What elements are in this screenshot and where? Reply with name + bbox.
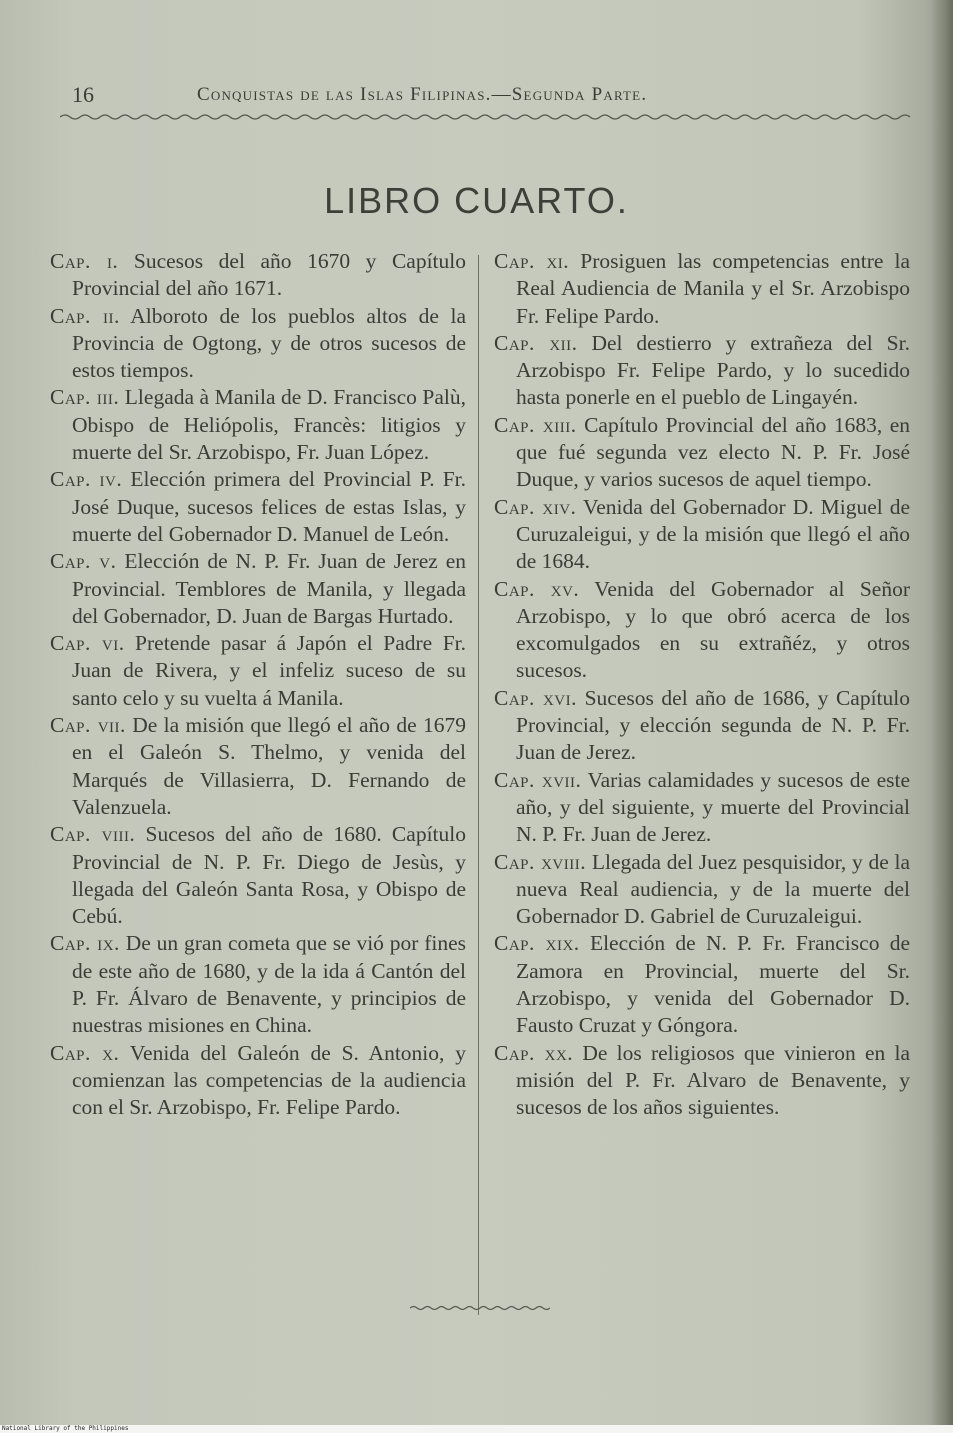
chapter-entry xyxy=(50,548,466,630)
chapter-label: Cap. xvi. xyxy=(494,685,577,710)
chapter-text: Capítulo Provincial del año 1683, en que fué segunda vez electo N. P. Fr. José Duque, y varios sucesos de aquel tiempo. xyxy=(516,412,910,492)
header-wavy-rule xyxy=(60,113,915,121)
chapter-entry xyxy=(494,1040,910,1122)
chapter-label: Cap. xx. xyxy=(494,1040,574,1065)
chapter-entry xyxy=(494,930,910,1039)
chapter-text: Elección primera del Provincial P. Fr. José Duque, sucesos felices de estas Islas, y muerte del Gobernador D. Manuel de León. xyxy=(72,467,467,546)
chapter-label: Cap. x. xyxy=(50,1040,120,1065)
chapter-text: Alboroto de los pueblos altos de la Provincia de Ogtong, y de otros sucesos de estos tiempos. xyxy=(72,303,466,383)
chapter-label: Cap. ix. xyxy=(50,931,120,956)
chapter-text: Elección de N. P. Fr. Francisco de Zamora en Provincial, muerte del Sr. Arzobispo, y venida del Gobernador D. Fausto Cruzat y Góngora. xyxy=(516,931,910,1038)
chapter-text: De los religiosos que vinieron en la misión del P. Fr. Alvaro de Benavente, y sucesos de los años siguientes. xyxy=(516,1040,910,1120)
chapter-text: Prosiguen las competencias entre la Real Audiencia de Manila y el Sr. Arzobispo Fr. Felipe Pardo. xyxy=(516,249,910,328)
chapter-entry xyxy=(50,712,466,821)
chapter-label: Cap. xii. xyxy=(494,330,578,355)
chapter-label: Cap. xviii. xyxy=(494,849,587,874)
chapter-text: Llegada à Manila de D. Francisco Palù, Obispo de Heliópolis, Francès: litigios y muerte del Sr. Arzobispo, Fr. Juan López. xyxy=(72,385,466,465)
chapter-entry xyxy=(50,1040,466,1122)
chapter-label: Cap. i. xyxy=(50,249,119,273)
chapter-text: Sucesos del año 1670 y Capítulo Provincial del año 1671. xyxy=(72,249,466,301)
chapter-label: Cap. vi. xyxy=(50,631,125,656)
left-column xyxy=(50,248,466,1122)
footer-wavy-rule xyxy=(410,1305,550,1311)
chapter-text: Elección de N. P. Fr. Juan de Jerez en Provincial. Temblores de Manila, y llegada del Gobernador, D. Juan de Bargas Hurtado. xyxy=(72,549,466,628)
chapter-text: Varias calamidades y sucesos de este año, y del siguiente, y muerte del Provincial N. P. Fr. Juan de Jerez. xyxy=(516,767,911,847)
chapter-label: Cap. xiv. xyxy=(494,494,577,519)
chapter-entry xyxy=(50,821,466,930)
chapter-entry xyxy=(50,384,466,466)
chapter-label: Cap. viii. xyxy=(50,822,136,847)
chapter-entry xyxy=(494,576,910,685)
chapter-text: Venida del Gobernador D. Miguel de Curuzaleigui, y de la misión que llegó el año de 1684. xyxy=(516,494,910,574)
chapter-label: Cap. v. xyxy=(50,549,117,574)
chapter-text: De un gran cometa que se vió por fines de este año de 1680, y de la ida á Cantón del P. Fr. Álvaro de Benavente, y principios de nuestras misiones en China. xyxy=(72,931,467,1038)
chapter-entry xyxy=(494,767,910,849)
chapter-entry xyxy=(50,303,466,385)
chapter-entry xyxy=(50,930,466,1039)
chapter-label: Cap. xi. xyxy=(494,249,570,273)
chapter-text: Pretende pasar á Japón el Padre Fr. Juan de Rivera, y el infeliz suceso de su santo celo y su vuelta á Manila. xyxy=(72,631,466,710)
chapter-label: Cap. vii. xyxy=(50,713,126,738)
chapter-text: Venida del Galeón de S. Antonio, y comienzan las competencias de la audiencia con el Sr. Arzobispo, Fr. Felipe Pardo. xyxy=(72,1040,466,1120)
chapter-entry xyxy=(494,248,910,330)
page-number: 16 xyxy=(72,82,94,107)
book-title: LIBRO CUARTO. xyxy=(324,180,629,221)
chapter-label: Cap. xiii. xyxy=(494,412,577,437)
chapter-entry xyxy=(494,412,910,494)
chapter-label: Cap. xvii. xyxy=(494,767,582,792)
chapter-entry xyxy=(50,248,466,303)
page-header xyxy=(72,78,832,112)
chapter-text: Sucesos del año de 1686, y Capítulo Provincial, y elección segunda de N. P. Fr. Juan de Jerez. xyxy=(516,685,910,765)
chapter-text: Venida del Gobernador al Señor Arzobispo, y lo que obró acerca de los excomulgados en su extrañéz, y otros sucesos. xyxy=(516,576,911,683)
running-head: Conquistas de las Islas Filipinas.—Segunda Parte. xyxy=(197,84,648,105)
chapter-entry xyxy=(494,330,910,412)
library-credit: National Library of the Philippines xyxy=(2,1425,129,1432)
chapter-entry xyxy=(50,466,466,548)
chapter-entry xyxy=(494,494,910,576)
column-divider xyxy=(478,255,479,1315)
chapter-entry xyxy=(494,685,910,767)
chapter-entry xyxy=(494,849,910,931)
chapter-text: Del destierro y extrañeza del Sr. Arzobispo Fr. Felipe Pardo, y lo sucedido hasta ponerle en el pueblo de Lingayén. xyxy=(516,330,910,410)
chapter-label: Cap. xv. xyxy=(494,576,580,601)
chapter-label: Cap. iv. xyxy=(50,467,123,492)
chapter-label: Cap. ii. xyxy=(50,303,120,328)
chapter-label: Cap. iii. xyxy=(50,385,120,410)
chapter-label: Cap. xix. xyxy=(494,931,580,956)
chapter-entry xyxy=(50,630,466,712)
right-column xyxy=(494,248,910,1122)
chapter-text: Llegada del Juez pesquisidor, y de la nueva Real audiencia, y de la muerte del Gobernador D. Gabriel de Curuzaleigui. xyxy=(516,849,910,929)
chapter-text: Sucesos del año de 1680. Capítulo Provincial de N. P. Fr. Diego de Jesùs, y llegada del Galeón Santa Rosa, y Obispo de Cebú. xyxy=(72,822,466,929)
scan-footer-strip xyxy=(0,1425,953,1433)
chapter-text: De la misión que llegó el año de 1679 en el Galeón S. Thelmo, y venida del Marqués de Villasierra, D. Fernando de Valenzuela. xyxy=(72,713,466,819)
